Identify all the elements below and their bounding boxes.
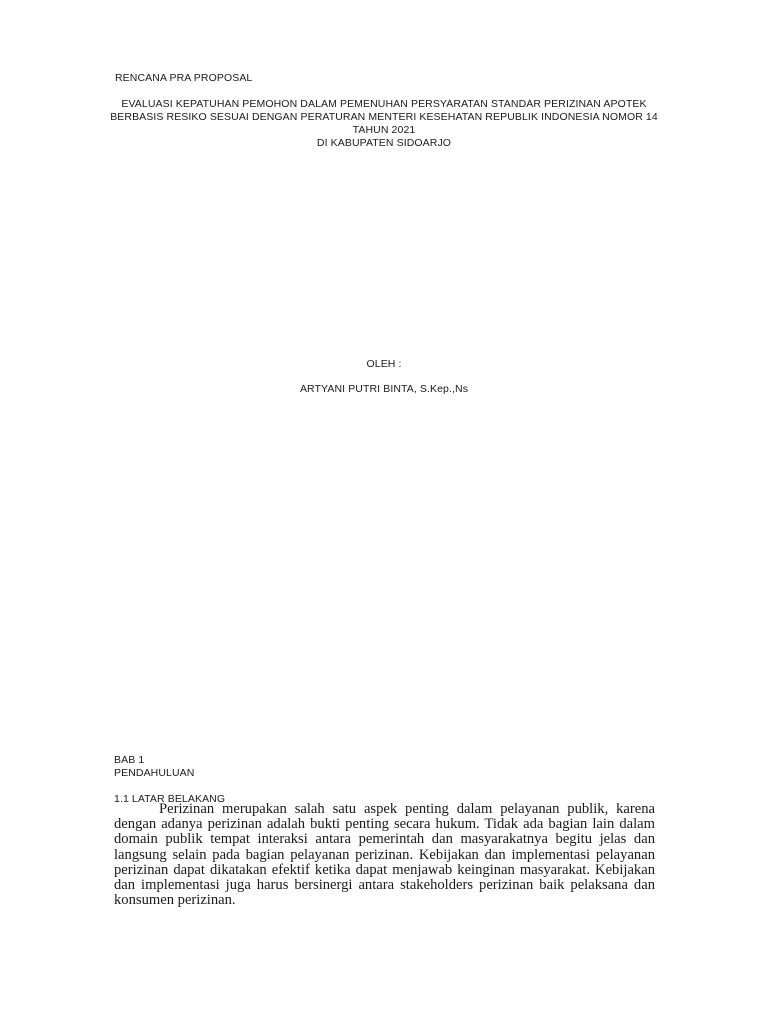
- section-title: 1.1 LATAR BELAKANG: [114, 793, 226, 805]
- chapter-title: PENDAHULUAN: [114, 767, 195, 779]
- document-header-label: RENCANA PRA PROPOSAL: [115, 72, 253, 84]
- author-name: ARTYANI PUTRI BINTA, S.Kep.,Ns: [299, 383, 469, 395]
- title-line: TAHUN 2021: [352, 124, 416, 136]
- title-line: BERBASIS RESIKO SESUAI DENGAN PERATURAN MENTERI KESEHATAN REPUBLIK INDONESIA NOMOR 14: [110, 111, 658, 123]
- title-line: DI KABUPATEN SIDOARJO: [316, 137, 452, 149]
- by-label: OLEH :: [366, 358, 402, 370]
- body-paragraph: Perizinan merupakan salah satu aspek penting dalam pelayanan publik, karena dengan adanya perizinan adalah bukti penting secara hukum. Tidak ada bagian lain dalam domain publik tempat interaksi antara pemerintah dan masyarakatnya begitu jelas dan langsung selain pada bagian pelayanan perizinan. Kebijakan dan implementasi pelayanan perizinan dapat dikatakan efektif ketika dapat menjawab keinginan masyarakat. Kebijakan dan implementasi juga harus bersinergi antara stakeholders perizinan baik pelaksana dan konsumen perizinan.: [114, 801, 655, 909]
- title-line: EVALUASI KEPATUHAN PEMOHON DALAM PEMENUHAN PERSYARATAN STANDAR PERIZINAN APOTEK: [121, 98, 647, 110]
- chapter-heading: [114, 754, 194, 780]
- chapter-number: BAB 1: [114, 754, 145, 766]
- proposal-title: [100, 98, 668, 150]
